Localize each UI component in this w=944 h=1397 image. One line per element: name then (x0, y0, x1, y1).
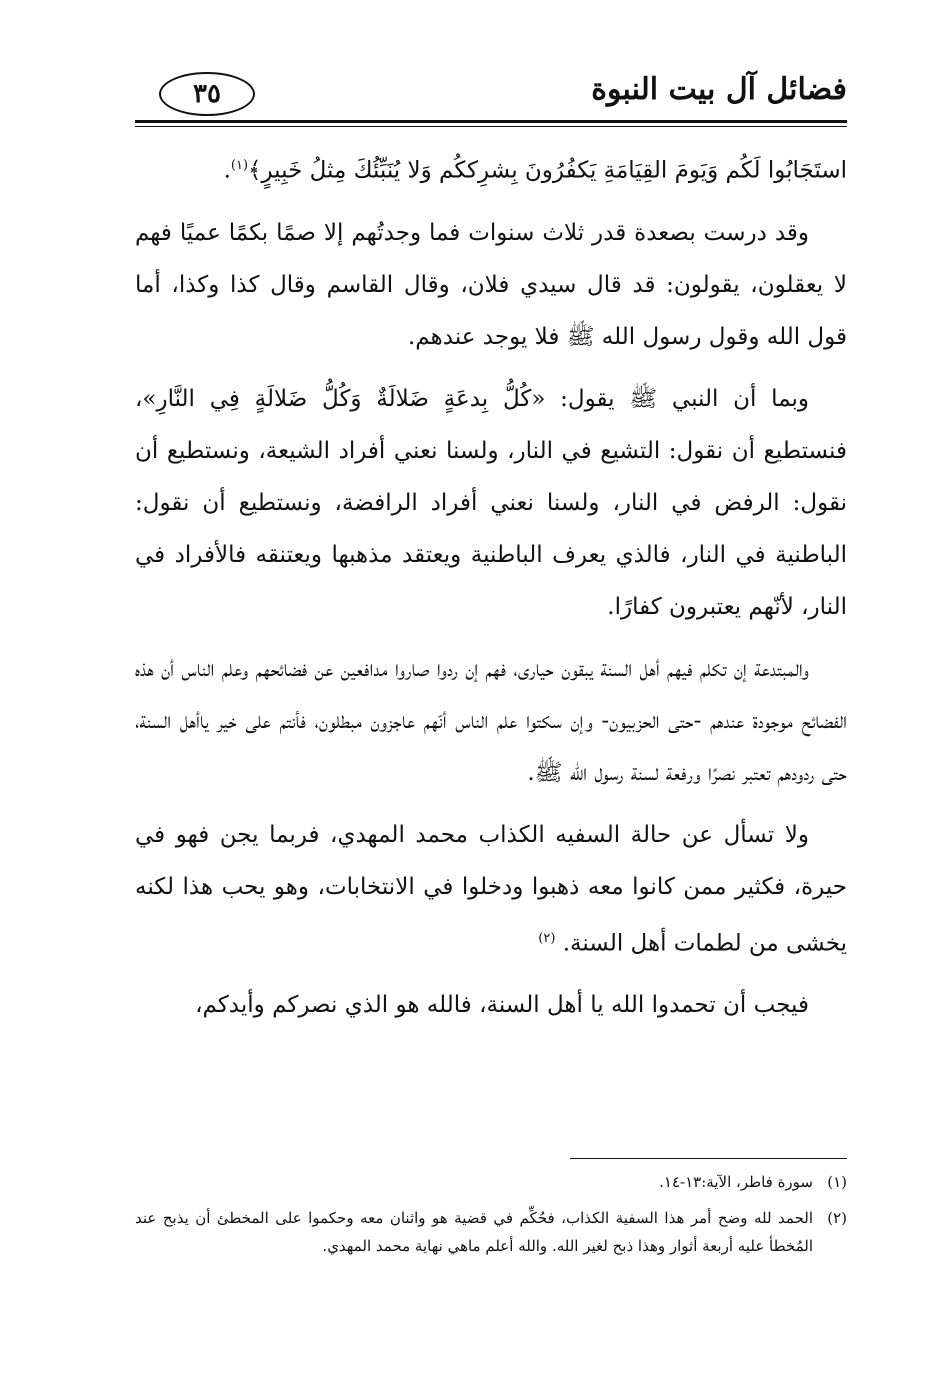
footnote-item (135, 1204, 847, 1260)
footnote-text: الحمد لله وضح أمر هذا السفية الكذاب، فحُكِّم في قضية هو واثنان معه وحكموا على المخطئ أن يذبح عند المُخطأ عليه أربعة أثوار وهذا ذبح لغير الله. والله أعلم ماهي نهاية محمد المهدي. (135, 1209, 813, 1255)
footnote-text: سورة فاطر، الآية:١٣-١٤. (659, 1173, 813, 1191)
header-rule-thin (135, 126, 847, 127)
body-text (135, 140, 847, 1041)
header-rule (135, 120, 847, 123)
page-number: ٣٥ (159, 72, 255, 116)
paragraph-quran-verse: استَجَابُوا لَكُم وَيَومَ القِيَامَةِ يَكفُرُونَ بِشرِككُم وَلا يُنَبِّئُكَ مِثلُ خَبِيرٍ﴾$^{(١)}$. (223, 157, 847, 184)
footnote-ref-2: (٢) (538, 930, 556, 946)
paragraph-with-footnote (135, 809, 847, 970)
paragraph: فيجب أن تحمدوا الله يا أهل السنة، فالله هو الذي نصركم وأيدكم، (195, 992, 809, 1019)
footnote-separator (570, 1158, 847, 1159)
paragraph: وقد درست بصعدة قدر ثلاث سنوات فما وجدتُهم إلا صمًا بكمًا عميًا فهم لا يعقلون، يقولون: قد قال سيدي فلان، وقال القاسم وقال كذا وكذا، أما قول الله وقول رسول الله ﷺ فلا يوجد عندهم. (135, 219, 847, 350)
paragraph-text: استَجَابُوا لَكُم وَيَومَ القِيَامَةِ يَكفُرُونَ بِشرِككُم وَلا يُنَبِّئُكَ مِثلُ خَبِيرٍ﴾ (248, 157, 847, 184)
footnote-ref-1: (١) (230, 158, 249, 173)
footnotes (135, 1168, 847, 1268)
footnote-number: (١) (827, 1173, 847, 1191)
paragraph: وبما أن النبي ﷺ يقول: «كُلُّ بِدعَةٍ ضَلالَةٌ وَكُلُّ ضَلالَةٍ فِي النَّارِ»، فنستطيع أن نقول: التشيع في النار، ولسنا نعني أفراد الشيعة، ونستطيع أن نقول: الرفض في النار، ولسنا نعني أفراد الرافضة، ونستطيع أن نقول: الباطنية في النار، فالذي يعرف الباطنية ويعتقد مذهبها ويعتنقه فالأفراد في النار، لأنّهم يعتبرون كفارًا. (135, 385, 847, 620)
page-header (135, 68, 847, 124)
paragraph: والمبتدعة إن تكلم فيهم أهل السنة يبقون حيارى، فهم إن ردوا صاروا مدافعين عن فضائحهم وعلم الناس أن هذه الفضائح موجودة عندهم -حتى الحزبيون- وإن سكتوا علم الناس أنّهم عاجزون مبطلون، فأنتم على خير ياأهل السنة، حتى ردودهم تعتبر نصرًا ورفعة لسنة رسول الله ﷺ. (135, 655, 847, 786)
footnote-item (135, 1168, 847, 1196)
footnote-number: (٢) (827, 1209, 847, 1227)
paragraph-text: ولا تسأل عن حالة السفيه الكذاب محمد المهدي، فربما يجن فهو في حيرة، فكثير ممن كانوا معه ذهبوا ودخلوا في الانتخابات، وهو يحب هذا لكنه يخشى من لطمات أهل السنة. (135, 821, 847, 957)
running-title: فضائل آل بيت النبوة (591, 72, 847, 107)
